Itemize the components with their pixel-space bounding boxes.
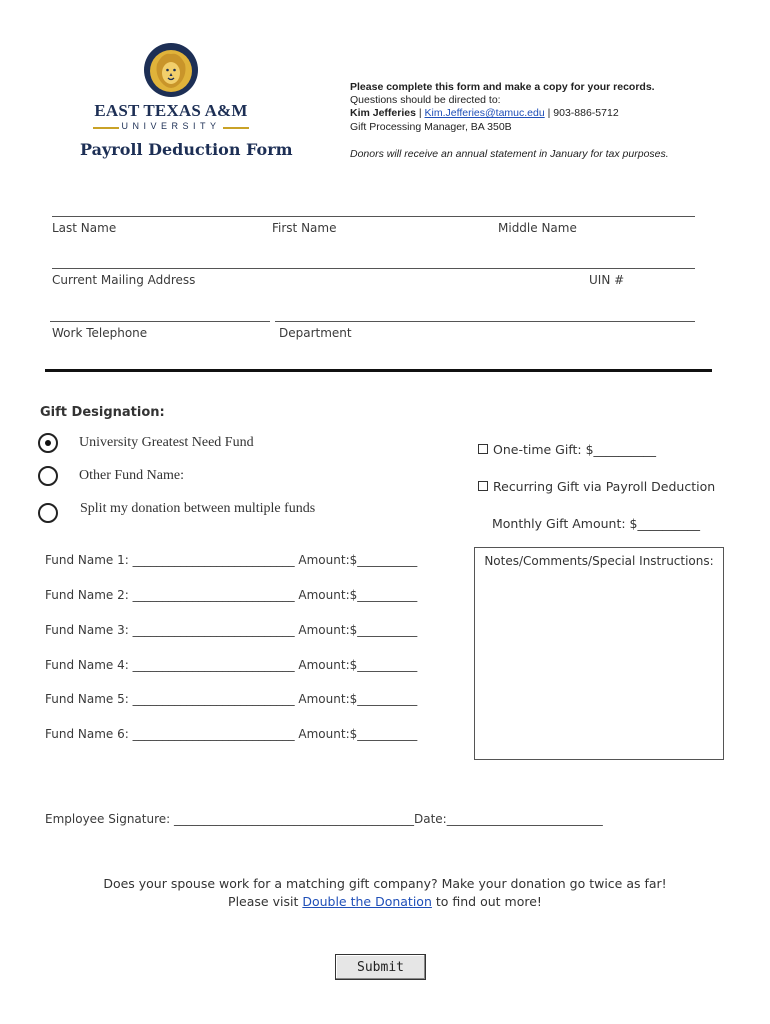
fund-row-4[interactable]: Fund Name 4: ___________________________ Amount:$__________ [45, 658, 418, 672]
recurring-checkbox-icon[interactable] [478, 481, 488, 491]
radio-split-funds[interactable] [38, 503, 58, 523]
matching-gift-visit: Please visit Double the Donation to find out more! [228, 894, 542, 909]
radio-greatest-need[interactable] [38, 433, 58, 453]
middle-name-label: Middle Name [498, 221, 577, 235]
gift-designation-title: Gift Designation: [40, 405, 165, 420]
radio-split-funds-label: Split my donation between multiple funds [80, 501, 316, 516]
fund-row-5[interactable]: Fund Name 5: ___________________________ Amount:$__________ [45, 692, 418, 706]
uin-label: UIN # [589, 273, 625, 287]
notes-label: Notes/Comments/Special Instructions: [484, 554, 714, 568]
form-title: Payroll Deduction Form [80, 140, 293, 159]
contact-name: Kim Jefferies [350, 107, 416, 119]
matching-gift-text: Does your spouse work for a matching gift company? Make your donation go twice as far! [103, 876, 667, 891]
signature-date-line[interactable]: Employee Signature: ________________________________________Date:__________________________ [45, 812, 603, 826]
name-field-line[interactable] [52, 216, 695, 217]
department-line[interactable] [275, 321, 695, 322]
address-field-line[interactable] [52, 268, 695, 269]
mailing-address-label: Current Mailing Address [52, 273, 196, 287]
work-telephone-line[interactable] [50, 321, 270, 322]
radio-other-fund[interactable] [38, 466, 58, 486]
recurring-gift-option[interactable]: Recurring Gift via Payroll Deduction [478, 479, 715, 494]
questions-line: Questions should be directed to: [350, 94, 501, 106]
university-sub-label: UNIVERSITY [121, 121, 221, 131]
university-subtitle [93, 121, 249, 133]
fund-row-3[interactable]: Fund Name 3: ___________________________ Amount:$__________ [45, 623, 418, 637]
double-the-donation-link[interactable]: Double the Donation [302, 894, 432, 909]
contact-email-link[interactable]: Kim.Jefferies@tamuc.edu [424, 107, 545, 119]
fund-row-2[interactable]: Fund Name 2: ___________________________ Amount:$__________ [45, 588, 418, 602]
work-telephone-label: Work Telephone [52, 326, 148, 340]
university-name: EAST TEXAS A&M [94, 101, 248, 120]
first-name-label: First Name [272, 221, 337, 235]
notes-textarea[interactable] [474, 547, 724, 760]
fund-row-6[interactable]: Fund Name 6: ___________________________ Amount:$__________ [45, 727, 418, 741]
radio-greatest-need-label: University Greatest Need Fund [79, 435, 254, 450]
section-divider [45, 369, 712, 372]
instructions-text: Please complete this form and make a copy for your records. [350, 81, 655, 93]
one-time-gift-option[interactable]: One-time Gift: $__________ [478, 442, 656, 457]
one-time-checkbox-icon[interactable] [478, 444, 488, 454]
university-logo-icon [143, 42, 199, 98]
last-name-label: Last Name [52, 221, 117, 235]
statement-note: Donors will receive an annual statement in January for tax purposes. [350, 148, 669, 160]
monthly-amount-field[interactable]: Monthly Gift Amount: $__________ [492, 516, 700, 531]
department-label: Department [279, 326, 352, 340]
radio-selected-dot [45, 440, 51, 446]
contact-role: Gift Processing Manager, BA 350B [350, 121, 512, 133]
radio-other-fund-label: Other Fund Name: [79, 468, 184, 483]
fund-row-1[interactable]: Fund Name 1: ___________________________ Amount:$__________ [45, 553, 418, 567]
submit-button[interactable]: Submit [335, 954, 426, 980]
contact-line: Kim Jefferies | Kim.Jefferies@tamuc.edu | 903-886-5712 [350, 107, 619, 119]
